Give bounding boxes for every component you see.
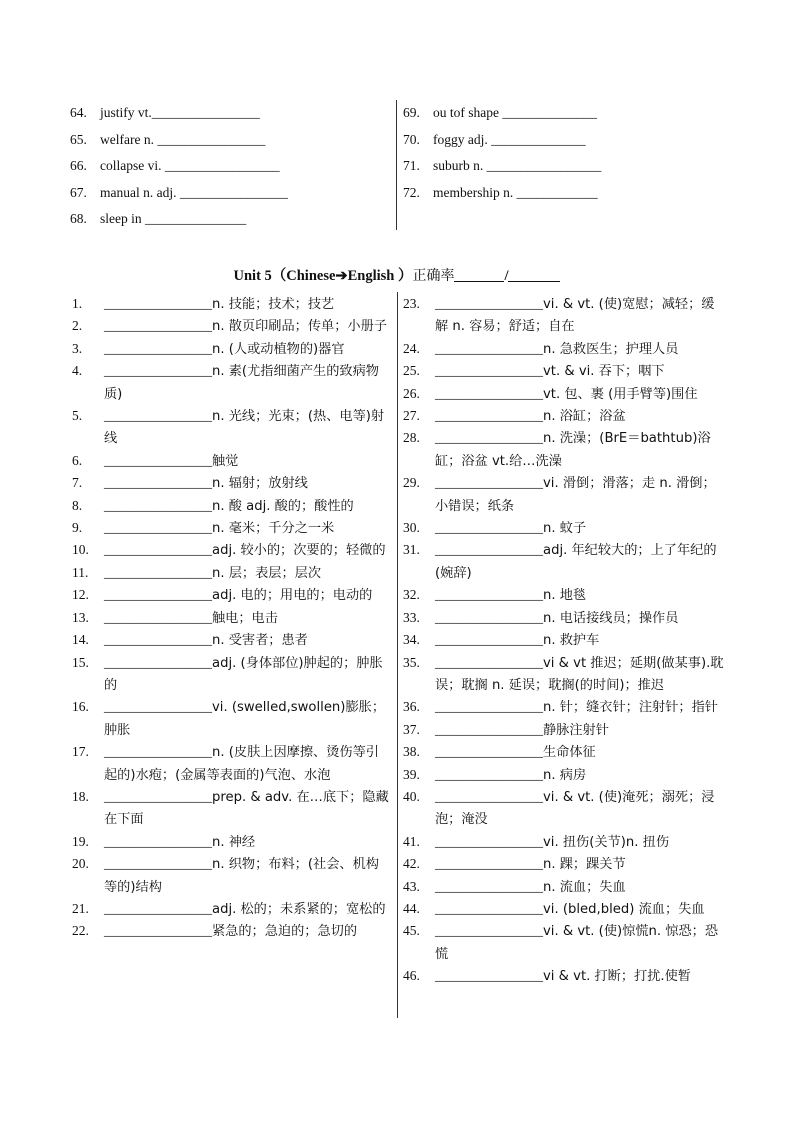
item-number: 36. (403, 699, 420, 715)
definition: adj. (身体部位)肿起的；肿胀的 (104, 655, 383, 693)
item-number: 12. (72, 587, 89, 603)
item-number: 5. (72, 408, 83, 424)
answer-blank[interactable]: ________________ (104, 475, 212, 491)
item-number: 4. (72, 363, 83, 379)
vocab-entry (403, 293, 726, 338)
item-number: 71. (403, 158, 420, 174)
vocab-entry (72, 360, 390, 405)
item-number: 40. (403, 788, 420, 804)
answer-blank[interactable]: ________________ (104, 520, 212, 536)
answer-blank[interactable]: ________________ (435, 699, 543, 715)
vocab-entry (403, 719, 726, 741)
answer-blank[interactable]: ________________ (435, 296, 543, 311)
definition: 触电；电击 (212, 610, 278, 626)
vocab-prompt[interactable]: suburb n. _________________ (433, 158, 602, 174)
total-blank[interactable] (508, 267, 560, 282)
item-number: 13. (72, 609, 89, 625)
definition: vi. (swelled,swollen)膨胀；肿胀 (104, 700, 386, 738)
main-right-column (403, 293, 726, 988)
definition: n. 素(尤指细菌产生的致病物质) (104, 364, 379, 402)
answer-blank[interactable]: ________________ (435, 609, 543, 625)
definition: n. 织物；布料；(社会、机构等的)结构 (104, 857, 379, 895)
definition: vi. & vt. (使)淹死；溺死；浸泡；淹没 (435, 789, 715, 828)
definition: n. 电话接线员；操作员 (543, 610, 679, 626)
item-number: 35. (403, 654, 420, 670)
answer-blank[interactable]: ________________ (435, 766, 543, 782)
vocab-entry (403, 965, 726, 987)
answer-blank[interactable]: ________________ (435, 654, 543, 670)
vocab-row (70, 153, 390, 180)
item-number: 64. (70, 105, 87, 120)
item-number: 44. (403, 900, 420, 916)
definition: n. 病房 (543, 767, 587, 783)
answer-blank[interactable]: ________________ (104, 744, 212, 760)
item-number: 24. (403, 340, 420, 356)
definition: n. 辐射；放射线 (212, 476, 308, 492)
item-number: 2. (72, 318, 83, 334)
vocab-entry (403, 629, 726, 651)
vocab-entry (72, 831, 390, 853)
vocab-entry (403, 741, 726, 763)
item-number: 45. (403, 923, 420, 939)
answer-blank[interactable]: ________________ (435, 900, 543, 916)
definition: adj. 较小的；次要的；轻微的 (212, 543, 386, 559)
vocab-row (70, 180, 390, 207)
vocab-entry (72, 293, 390, 315)
answer-blank[interactable]: ________________ (104, 699, 212, 715)
answer-blank[interactable]: ________________ (435, 520, 543, 536)
definition: n. 洗澡；(BrE＝bathtub)浴缸；浴盆 vt.给…洗澡 (435, 431, 711, 469)
item-number: 70. (403, 131, 420, 147)
arrow-icon: ➔ (335, 268, 348, 284)
definition: prep. & adv. 在…底下；隐藏在下面 (104, 789, 389, 828)
top-vocab-section (70, 100, 730, 232)
definition: n. 受害者；患者 (212, 633, 308, 649)
item-number: 34. (403, 632, 420, 648)
vocab-entry (72, 652, 390, 697)
item-number: 16. (72, 699, 89, 715)
definition: n. 酸 adj. 酸的；酸性的 (212, 498, 354, 514)
vocab-row (70, 127, 390, 154)
answer-blank[interactable]: ________________ (104, 856, 212, 872)
item-number: 39. (403, 766, 420, 782)
definition: n. 针；缝衣针；注射针；指针 (543, 700, 718, 716)
answer-blank[interactable]: ________________ (435, 878, 543, 894)
definition: n. 散页印刷品；传单；小册子 (212, 319, 387, 335)
item-number: 28. (403, 430, 420, 446)
vocab-prompt[interactable]: sleep in _______________ (100, 211, 247, 227)
vocab-entry (403, 876, 726, 898)
vocab-entry (72, 405, 390, 450)
definition: n. 层；表层；层次 (212, 565, 322, 581)
vocab-entry (403, 652, 726, 697)
score-slash: / (504, 268, 509, 284)
answer-blank[interactable]: ________________ (104, 788, 212, 804)
item-number: 17. (72, 744, 89, 760)
item-number: 26. (403, 385, 420, 401)
definition: adj. 年纪较大的；上了年纪的(婉辞) (435, 543, 717, 581)
vocab-row (403, 127, 723, 154)
answer-blank[interactable]: ________________ (104, 632, 212, 648)
top-right-column (403, 100, 723, 206)
vocab-entry (72, 472, 390, 494)
title-prefix: Unit 5（Chinese (233, 268, 336, 284)
vocab-entry (72, 562, 390, 584)
item-number: 31. (403, 542, 420, 558)
vocab-entry (72, 920, 390, 942)
vocab-entry (403, 764, 726, 786)
score-blank[interactable] (454, 267, 504, 282)
definition: n. 浴缸；浴盆 (543, 409, 626, 425)
vocab-entry (403, 786, 726, 831)
item-number: 22. (72, 923, 89, 939)
vocab-entry (72, 607, 390, 629)
definition: vt. 包、裹 (用手臂等)围住 (543, 386, 698, 402)
vocab-entry (403, 517, 726, 539)
item-number: 68. (70, 211, 87, 227)
item-number: 67. (70, 184, 87, 200)
vocab-entry (403, 584, 726, 606)
definition: vi. & vt. (使)惊慌n. 惊恐；恐慌 (435, 924, 719, 962)
item-number: 72. (403, 184, 420, 200)
vocab-entry (72, 338, 390, 360)
vocab-row (70, 100, 390, 127)
item-number: 14. (72, 632, 89, 648)
definition: vi & vt. 打断；打扰.使暂 (543, 969, 691, 985)
item-number: 30. (403, 520, 420, 536)
definition: n. 流血；失血 (543, 879, 626, 895)
definition: n. 光线；光束；(热、电等)射线 (104, 409, 385, 447)
item-number: 18. (72, 788, 89, 804)
definition: vi. (bled,bled) 流血；失血 (543, 901, 705, 917)
vocab-entry (403, 539, 726, 584)
item-number: 7. (72, 475, 83, 491)
definition: adj. 松的；未系紧的；宽松的 (212, 901, 386, 917)
definition: 紧急的；急迫的；急切的 (212, 924, 358, 940)
definition: vi & vt 推迟；延期(做某事).耽误；耽搁 n. 延误；耽搁(的时间)；推迟 (435, 655, 724, 693)
title-suffix: English ） (347, 268, 413, 284)
definition: n. 蚊子 (543, 521, 587, 537)
definition: vt. & vi. 吞下；咽下 (543, 364, 665, 380)
definition: n. 神经 (212, 834, 256, 850)
vocab-entry (72, 517, 390, 539)
definition: n. 救护车 (543, 633, 600, 649)
item-number: 20. (72, 856, 89, 872)
answer-blank[interactable]: ________________ (435, 340, 543, 356)
item-number: 27. (403, 408, 420, 424)
item-number: 43. (403, 878, 420, 894)
answer-blank[interactable]: ________________ (435, 587, 543, 603)
vocab-row (403, 100, 723, 127)
vocab-entry (72, 741, 390, 786)
answer-blank[interactable]: ________________ (435, 721, 543, 737)
vocab-entry (403, 360, 726, 382)
accuracy-label: 正确率 (412, 268, 455, 284)
vocab-entry (403, 920, 726, 965)
answer-blank[interactable]: ________________ (435, 475, 543, 491)
vocab-entry (403, 853, 726, 875)
definition: adj. 电的；用电的；电动的 (212, 588, 373, 604)
answer-blank[interactable]: ________________ (104, 900, 212, 916)
definition: vi. 滑倒；滑落；走 n. 滑倒；小错误；纸条 (435, 476, 716, 514)
answer-blank[interactable]: ________________ (104, 654, 212, 670)
unit-title (0, 264, 794, 285)
vocab-entry (403, 696, 726, 718)
vocab-entry (72, 629, 390, 651)
answer-blank[interactable]: ________________ (104, 497, 212, 513)
item-number: 9. (72, 520, 83, 536)
answer-blank[interactable]: ________________ (435, 923, 543, 939)
answer-blank[interactable]: ________________ (104, 609, 212, 625)
main-left-column (72, 293, 390, 943)
answer-blank[interactable]: ________________ (104, 564, 212, 580)
answer-blank[interactable]: ________________ (104, 923, 212, 939)
vocab-entry (403, 607, 726, 629)
vocab-entry (72, 696, 390, 741)
definition: 触觉 (212, 453, 239, 469)
definition: n. 毫米；千分之一米 (212, 521, 335, 537)
item-number: 25. (403, 363, 420, 379)
vocab-entry (403, 898, 726, 920)
answer-blank[interactable]: ________________ (435, 856, 543, 872)
vocab-prompt[interactable]: welfare n. ________________ (100, 131, 266, 147)
item-number: 65. (70, 131, 87, 147)
top-left-column (70, 100, 390, 233)
vocab-entry (403, 338, 726, 360)
answer-blank[interactable]: ________________ (104, 318, 212, 334)
vocab-prompt[interactable]: foggy adj. ______________ (433, 131, 586, 147)
vocab-entry (72, 584, 390, 606)
item-number: 33. (403, 609, 420, 625)
answer-blank[interactable]: ________________ (435, 430, 543, 446)
vocab-prompt[interactable]: ou tof shape ______________ (433, 105, 597, 120)
answer-blank[interactable]: ________________ (435, 408, 543, 424)
answer-blank[interactable]: ________________ (435, 744, 543, 760)
item-number: 37. (403, 721, 420, 737)
answer-blank[interactable]: ________________ (435, 833, 543, 849)
vocab-entry (72, 786, 390, 831)
item-number: 15. (72, 654, 89, 670)
answer-blank[interactable]: ________________ (104, 452, 212, 468)
vocab-prompt[interactable]: justify vt.________________ (100, 105, 260, 120)
vocab-row (403, 153, 723, 180)
item-number: 11. (72, 564, 89, 580)
item-number: 1. (72, 296, 83, 311)
item-number: 69. (403, 105, 420, 120)
item-number: 10. (72, 542, 89, 558)
answer-blank[interactable]: ________________ (435, 385, 543, 401)
item-number: 23. (403, 296, 420, 311)
answer-blank[interactable]: ________________ (435, 632, 543, 648)
item-number: 41. (403, 833, 420, 849)
answer-blank[interactable]: ________________ (435, 968, 543, 984)
answer-blank[interactable]: ________________ (104, 833, 212, 849)
vocab-prompt[interactable]: manual n. adj. ________________ (100, 184, 288, 200)
vocab-entry (403, 472, 726, 517)
definition: n. 技能；技术；技艺 (212, 297, 335, 312)
vocab-entry (403, 427, 726, 472)
vocab-entry (403, 383, 726, 405)
item-number: 66. (70, 158, 87, 174)
answer-blank[interactable]: ________________ (104, 542, 212, 558)
definition: vi. 扭伤(关节)n. 扭伤 (543, 834, 670, 850)
item-number: 21. (72, 900, 89, 916)
definition: n. 急救医生；护理人员 (543, 341, 679, 357)
answer-blank[interactable]: ________________ (104, 296, 212, 311)
item-number: 32. (403, 587, 420, 603)
vocab-row (403, 180, 723, 207)
vocab-prompt[interactable]: collapse vi. _________________ (100, 158, 280, 174)
vocab-entry (72, 495, 390, 517)
item-number: 29. (403, 475, 420, 491)
vocab-prompt[interactable]: membership n. ____________ (433, 184, 598, 200)
definition: n. 踝；踝关节 (543, 857, 626, 873)
definition: 静脉注射针 (543, 722, 609, 738)
item-number: 42. (403, 856, 420, 872)
answer-blank[interactable]: ________________ (435, 788, 543, 804)
answer-blank[interactable]: ________________ (435, 542, 543, 558)
main-column-divider (397, 292, 398, 1018)
answer-blank[interactable]: ________________ (104, 363, 212, 379)
definition: n. (皮肤上因摩擦、烫伤等引起的)水疱；(金属等表面的)气泡、水泡 (104, 745, 379, 783)
definition: n. 地毯 (543, 588, 587, 604)
vocab-entry (72, 315, 390, 337)
vocab-entry (403, 831, 726, 853)
definition: n. (人或动植物的)器官 (212, 341, 345, 357)
vocab-entry (403, 405, 726, 427)
vocab-entry (72, 898, 390, 920)
answer-blank[interactable]: ________________ (435, 363, 543, 379)
vocab-entry (72, 450, 390, 472)
vocab-entry (72, 539, 390, 561)
item-number: 19. (72, 833, 89, 849)
answer-blank[interactable]: ________________ (104, 587, 212, 603)
definition: 生命体征 (543, 745, 596, 761)
item-number: 3. (72, 340, 83, 356)
item-number: 6. (72, 452, 83, 468)
definition: vi. & vt. (使)宽慰；减轻；缓解 n. 容易；舒适；自在 (435, 297, 715, 335)
vocab-entry (72, 853, 390, 898)
item-number: 8. (72, 497, 83, 513)
item-number: 38. (403, 744, 420, 760)
vocab-row (70, 206, 390, 233)
answer-blank[interactable]: ________________ (104, 340, 212, 356)
item-number: 46. (403, 968, 420, 984)
answer-blank[interactable]: ________________ (104, 408, 212, 424)
